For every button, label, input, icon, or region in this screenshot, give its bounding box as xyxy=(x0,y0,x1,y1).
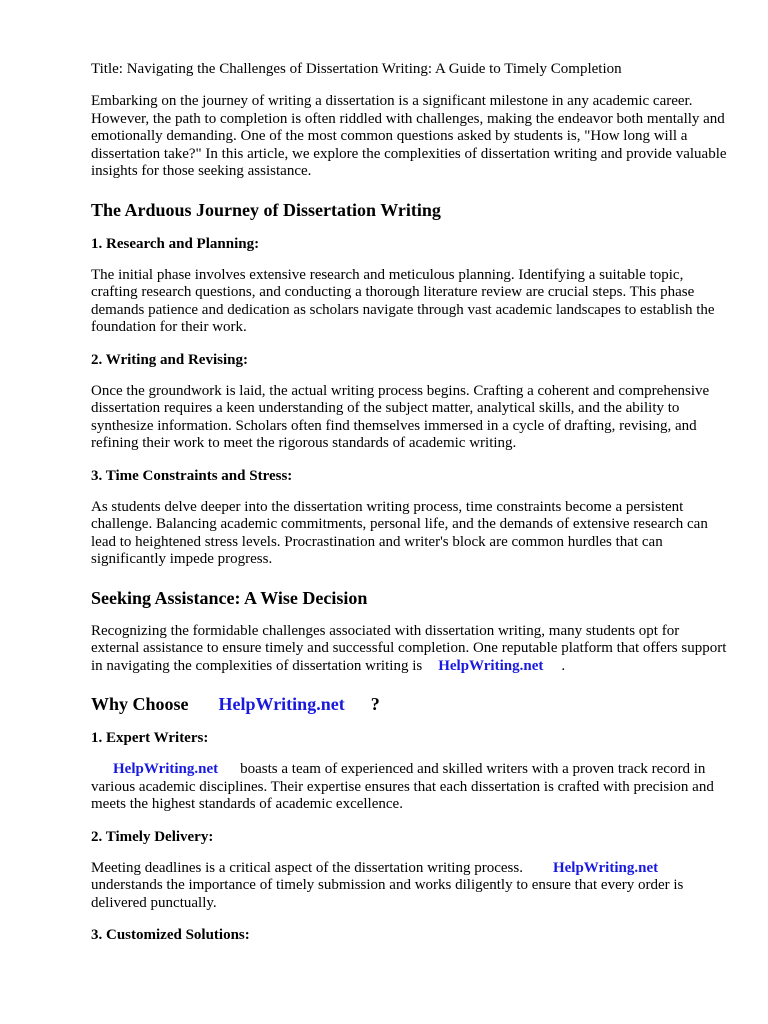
timely-delivery-text-before: Meeting deadlines is a critical aspect of the dissertation writing process. xyxy=(91,859,523,876)
seeking-assistance-text: Recognizing the formidable challenges associated with dissertation writing, many students opt for external assistance to ensure timely and successful completion. One reputable platform that offers support in navigating the complexities of dissertation writing is xyxy=(91,622,727,674)
helpwriting-link-seeking[interactable]: HelpWriting.net xyxy=(438,657,544,674)
helpwriting-link-heading[interactable]: HelpWriting.net xyxy=(218,694,345,714)
subheading-writing-revising: 2. Writing and Revising: xyxy=(91,351,248,368)
helpwriting-link-expert[interactable]: HelpWriting.net xyxy=(113,761,219,777)
expert-writers-text: boasts a team of experienced and skilled writers with a proven track record in various academic disciplines. Their expertise ensures that each dissertation is crafted with precision and meets the highest standards of academic excellence. xyxy=(91,761,714,812)
section-heading-seeking-assistance: Seeking Assistance: A Wise Decision xyxy=(91,587,368,608)
paragraph-timely-delivery xyxy=(91,860,728,913)
subheading-expert-writers: 1. Expert Writers: xyxy=(91,730,209,746)
intro-paragraph: Embarking on the journey of writing a dissertation is a significant milestone in any academic career. However, the path to completion is often riddled with challenges, making the endeavor both mentally and emotionally demanding. One of the most common questions asked by students is, "How long will a dissertation take?" In this article, we explore the complexities of dissertation writing and provide valuable insights for those seeking assistance. xyxy=(91,93,727,179)
subheading-timely-delivery: 2. Timely Delivery: xyxy=(91,828,214,845)
paragraph-research-planning: The initial phase involves extensive research and meticulous planning. Identifying a suitable topic, crafting research questions, and conducting a thorough literature review are crucial steps. This phase demands patience and dedication as scholars navigate through vast academic landscapes to establish the foundation for their work. xyxy=(91,266,715,335)
seeking-assistance-period: . xyxy=(561,657,566,674)
paragraph-writing-revising: Once the groundwork is laid, the actual writing process begins. Crafting a coherent and comprehensive dissertation requires a keen understanding of the subject matter, analytical skills, and the ability to synthesize information. Scholars often find themselves immersed in a cycle of drafting, revising, and refining their work to meet the rigorous standards of academic writing. xyxy=(91,382,710,451)
subheading-research-planning: 1. Research and Planning: xyxy=(91,235,260,252)
section-heading-arduous-journey: The Arduous Journey of Dissertation Writing xyxy=(91,199,441,220)
paragraph-seeking-assistance xyxy=(91,623,728,676)
timely-delivery-text-after: understands the importance of timely submission and works diligently to ensure that every order is delivered punctually. xyxy=(91,877,684,911)
section-heading-why-choose xyxy=(91,693,728,715)
subheading-time-constraints: 3. Time Constraints and Stress: xyxy=(91,467,293,484)
why-choose-text: Why Choose xyxy=(91,694,189,714)
document-title: Title: Navigating the Challenges of Dissertation Writing: A Guide to Timely Completion xyxy=(91,61,622,77)
paragraph-expert-writers xyxy=(91,761,728,814)
why-choose-question-mark: ? xyxy=(370,694,380,714)
helpwriting-link-timely[interactable]: HelpWriting.net xyxy=(552,859,659,876)
paragraph-time-constraints: As students delve deeper into the dissertation writing process, time constraints become a persistent challenge. Balancing academic commitments, personal life, and the demands of extensive research can lead to heightened stress levels. Procrastination and writer's block are common hurdles that can significantly impede progress. xyxy=(91,498,708,567)
subheading-customized-solutions: 3. Customized Solutions: xyxy=(91,927,250,943)
